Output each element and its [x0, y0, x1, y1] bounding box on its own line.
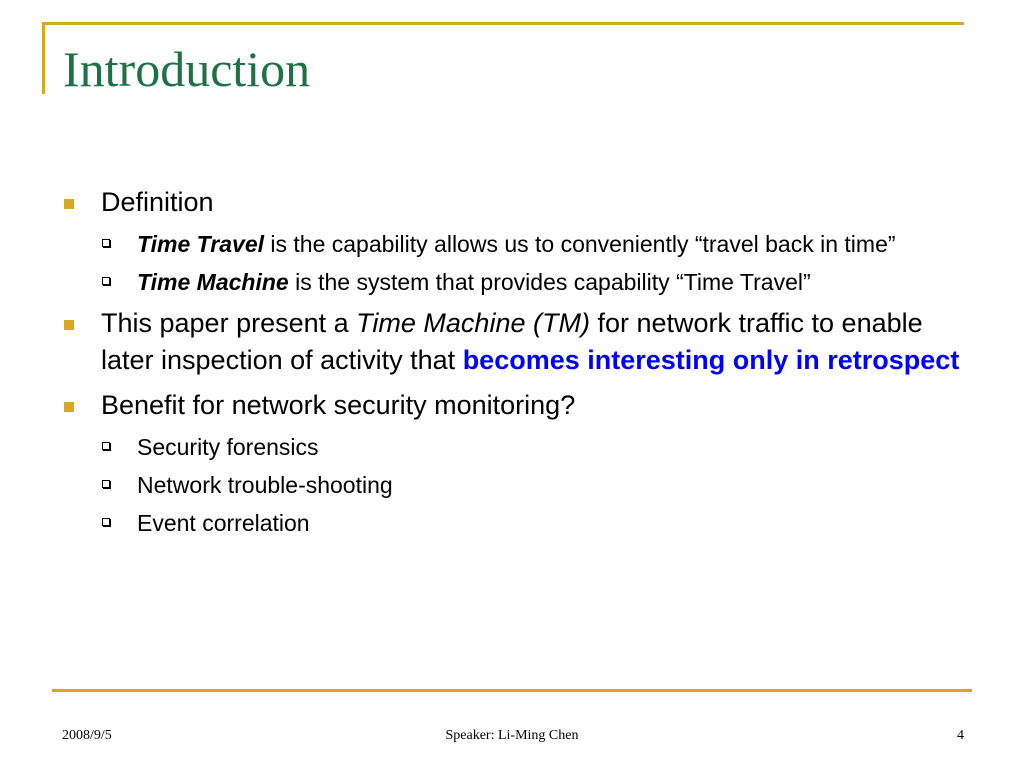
footer-date: 2008/9/5 — [62, 728, 112, 743]
square-bullet-icon — [64, 320, 74, 330]
sub-bullet-benefit — [60, 506, 980, 540]
summary-pre: This paper present a — [101, 308, 357, 338]
bullet-text: Definition — [101, 187, 214, 217]
sub-bullet-time-machine — [60, 265, 980, 299]
slide-body — [60, 184, 980, 546]
definition-text: is the capability allows us to conveniently “travel back in time” — [264, 231, 896, 257]
benefit-text: Network trouble-shooting — [137, 472, 393, 498]
frame-vertical-bar — [42, 22, 45, 94]
summary-mid: for network traffic to enable later inspection of activity that — [101, 308, 923, 375]
sub-bullet-time-travel — [60, 227, 980, 261]
term-time-machine: Time Machine — [137, 269, 289, 295]
square-bullet-icon — [64, 199, 74, 209]
benefit-text: Event correlation — [137, 510, 310, 536]
bullet-definition — [60, 184, 980, 221]
summary-italic: Time Machine (TM) — [356, 308, 590, 338]
footer-speaker: Speaker: Li-Ming Chen — [445, 728, 579, 743]
definition-text: is the system that provides capability “Time Travel” — [288, 269, 811, 295]
benefit-text: Security forensics — [137, 434, 319, 460]
bullet-benefit — [60, 387, 980, 424]
hollow-square-bullet-icon — [102, 518, 110, 526]
hollow-square-bullet-icon — [102, 442, 110, 450]
hollow-square-bullet-icon — [102, 239, 110, 247]
square-bullet-icon — [64, 402, 74, 412]
term-time-travel: Time Travel — [137, 231, 265, 257]
frame-top-bar — [42, 22, 964, 25]
hollow-square-bullet-icon — [102, 480, 110, 488]
bullet-text: Benefit for network security monitoring? — [101, 390, 576, 420]
summary-highlight: becomes interesting only in retrospect — [462, 345, 960, 375]
slide-title: Introduction — [63, 41, 311, 97]
bullet-paper-summary — [60, 305, 980, 379]
sub-bullet-benefit — [60, 468, 980, 502]
footer-page-number: 4 — [957, 728, 964, 743]
hollow-square-bullet-icon — [102, 277, 110, 285]
footer-divider — [52, 689, 972, 692]
sub-bullet-benefit — [60, 430, 980, 464]
